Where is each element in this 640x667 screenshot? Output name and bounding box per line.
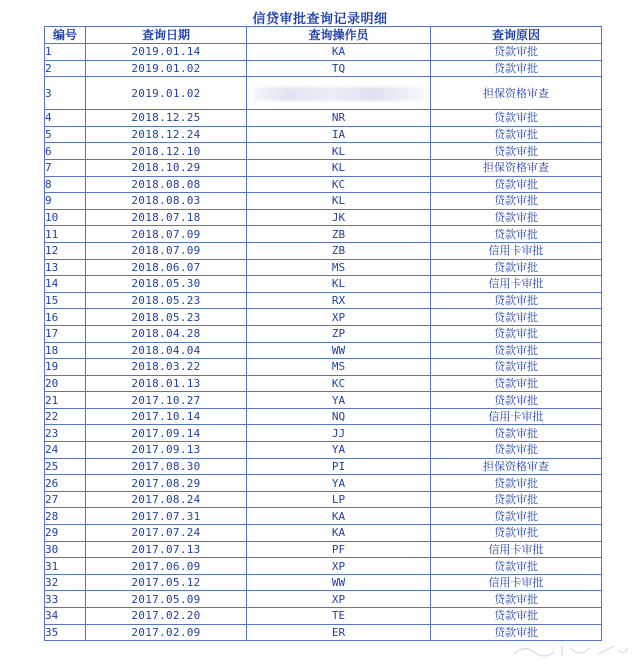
table-row (45, 425, 602, 442)
row-reason: 贷款审批 (431, 392, 602, 409)
row-operator: KA (247, 525, 431, 542)
row-number: 8 (45, 176, 86, 193)
row-number: 14 (45, 276, 86, 293)
row-date: 2017.10.27 (86, 392, 247, 409)
row-reason: 担保资格审查 (431, 458, 602, 475)
row-reason: 信用卡审批 (431, 408, 602, 425)
row-date: 2017.05.12 (86, 574, 247, 591)
row-number: 22 (45, 408, 86, 425)
row-reason: 贷款审批 (431, 425, 602, 442)
row-number: 18 (45, 342, 86, 359)
row-date: 2017.10.14 (86, 408, 247, 425)
table-row (45, 475, 602, 492)
table-row (45, 60, 602, 77)
row-number: 10 (45, 209, 86, 226)
page-title: 信贷审批查询记录明细 (252, 12, 388, 27)
row-operator: XP (247, 558, 431, 575)
row-date: 2017.08.30 (86, 458, 247, 475)
row-operator: KC (247, 176, 431, 193)
row-operator: ZB (247, 226, 431, 243)
row-number: 24 (45, 442, 86, 459)
row-operator: LP (247, 491, 431, 508)
row-date: 2017.09.14 (86, 425, 247, 442)
row-operator: TE (247, 608, 431, 625)
table-row (45, 458, 602, 475)
row-date: 2017.07.24 (86, 525, 247, 542)
row-date: 2019.01.02 (86, 60, 247, 77)
row-reason: 贷款审批 (431, 292, 602, 309)
row-number: 9 (45, 193, 86, 210)
row-number: 2 (45, 60, 86, 77)
row-number: 4 (45, 110, 86, 127)
row-reason: 信用卡审批 (431, 276, 602, 293)
header-number: 编号 (45, 27, 86, 44)
row-operator: ZB (247, 242, 431, 259)
row-reason: 担保资格审查 (431, 77, 602, 110)
row-reason: 贷款审批 (431, 442, 602, 459)
row-number: 33 (45, 591, 86, 608)
row-date: 2017.07.13 (86, 541, 247, 558)
row-number: 31 (45, 558, 86, 575)
row-number: 17 (45, 325, 86, 342)
row-date: 2018.12.24 (86, 126, 247, 143)
row-reason: 贷款审批 (431, 608, 602, 625)
row-date: 2018.12.10 (86, 143, 247, 160)
row-reason: 贷款审批 (431, 226, 602, 243)
row-date: 2017.06.09 (86, 558, 247, 575)
row-reason: 贷款审批 (431, 491, 602, 508)
table-row (45, 508, 602, 525)
row-date: 2018.01.13 (86, 375, 247, 392)
table-row (45, 541, 602, 558)
row-date: 2018.08.08 (86, 176, 247, 193)
table-row (45, 259, 602, 276)
row-operator: KL (247, 143, 431, 160)
row-reason: 贷款审批 (431, 193, 602, 210)
row-operator: KA (247, 44, 431, 61)
row-reason: 贷款审批 (431, 359, 602, 376)
header-reason: 查询原因 (431, 27, 602, 44)
row-number: 6 (45, 143, 86, 160)
row-reason: 信用卡审批 (431, 541, 602, 558)
row-date: 2017.02.09 (86, 624, 247, 641)
row-operator: KL (247, 159, 431, 176)
row-number: 5 (45, 126, 86, 143)
row-reason: 贷款审批 (431, 259, 602, 276)
table-row (45, 126, 602, 143)
row-operator: NQ (247, 408, 431, 425)
row-number: 29 (45, 525, 86, 542)
table-row (45, 325, 602, 342)
row-reason: 贷款审批 (431, 309, 602, 326)
table-row (45, 226, 602, 243)
table-row (45, 608, 602, 625)
row-number: 7 (45, 159, 86, 176)
header-query-date: 查询日期 (86, 27, 247, 44)
row-number: 3 (45, 77, 86, 110)
row-reason: 担保资格审查 (431, 159, 602, 176)
row-number: 26 (45, 475, 86, 492)
table-row (45, 624, 602, 641)
row-operator: PI (247, 458, 431, 475)
row-reason: 贷款审批 (431, 126, 602, 143)
row-operator: XP (247, 309, 431, 326)
row-reason: 贷款审批 (431, 44, 602, 61)
row-operator: PF (247, 541, 431, 558)
row-operator: ER (247, 624, 431, 641)
row-reason: 贷款审批 (431, 508, 602, 525)
row-number: 11 (45, 226, 86, 243)
row-date: 2017.08.29 (86, 475, 247, 492)
row-operator: WW (247, 342, 431, 359)
row-reason: 贷款审批 (431, 176, 602, 193)
row-operator: IA (247, 126, 431, 143)
table-row (45, 558, 602, 575)
row-date: 2018.08.03 (86, 193, 247, 210)
row-reason: 信用卡审批 (431, 242, 602, 259)
row-number: 35 (45, 624, 86, 641)
table-row (45, 193, 602, 210)
table-row (45, 342, 602, 359)
table-row (45, 159, 602, 176)
row-operator: MS (247, 359, 431, 376)
table-row (45, 591, 602, 608)
table-row (45, 276, 602, 293)
row-number: 21 (45, 392, 86, 409)
watermark-scribble (510, 640, 630, 660)
row-date: 2019.01.02 (86, 77, 247, 110)
row-operator: KC (247, 375, 431, 392)
row-reason: 贷款审批 (431, 60, 602, 77)
row-date: 2018.06.07 (86, 259, 247, 276)
row-operator: MS (247, 259, 431, 276)
row-number: 19 (45, 359, 86, 376)
table-row (45, 491, 602, 508)
row-operator: YA (247, 442, 431, 459)
row-date: 2017.08.24 (86, 491, 247, 508)
row-reason: 贷款审批 (431, 475, 602, 492)
row-date: 2018.05.30 (86, 276, 247, 293)
row-number: 13 (45, 259, 86, 276)
row-date: 2018.07.09 (86, 242, 247, 259)
table-row (45, 242, 602, 259)
row-reason: 贷款审批 (431, 110, 602, 127)
table-row (45, 392, 602, 409)
row-date: 2019.01.14 (86, 44, 247, 61)
row-operator-redacted (247, 77, 431, 110)
row-number: 25 (45, 458, 86, 475)
row-number: 32 (45, 574, 86, 591)
table-row (45, 375, 602, 392)
table-row (45, 110, 602, 127)
row-operator: YA (247, 475, 431, 492)
row-operator: JJ (247, 425, 431, 442)
row-operator: JK (247, 209, 431, 226)
row-reason: 贷款审批 (431, 325, 602, 342)
row-reason: 贷款审批 (431, 342, 602, 359)
row-operator: WW (247, 574, 431, 591)
table-row (45, 309, 602, 326)
table-row (45, 525, 602, 542)
table-row (45, 442, 602, 459)
row-reason: 贷款审批 (431, 624, 602, 641)
row-date: 2018.04.04 (86, 342, 247, 359)
row-operator: KL (247, 276, 431, 293)
row-operator: NR (247, 110, 431, 127)
table-row (45, 143, 602, 160)
row-date: 2018.07.18 (86, 209, 247, 226)
row-reason: 贷款审批 (431, 143, 602, 160)
row-date: 2017.09.13 (86, 442, 247, 459)
table-row (45, 359, 602, 376)
row-reason: 贷款审批 (431, 375, 602, 392)
row-operator: ZP (247, 325, 431, 342)
header-operator: 查询操作员 (247, 27, 431, 44)
table-row (45, 574, 602, 591)
row-date: 2018.12.25 (86, 110, 247, 127)
row-number: 28 (45, 508, 86, 525)
row-number: 30 (45, 541, 86, 558)
table-row (45, 77, 602, 110)
row-date: 2018.04.28 (86, 325, 247, 342)
row-date: 2017.07.31 (86, 508, 247, 525)
row-date: 2018.05.23 (86, 309, 247, 326)
row-date: 2018.10.29 (86, 159, 247, 176)
row-operator: KL (247, 193, 431, 210)
table-row (45, 209, 602, 226)
row-reason: 贷款审批 (431, 591, 602, 608)
row-number: 20 (45, 375, 86, 392)
row-date: 2018.03.22 (86, 359, 247, 376)
row-reason: 贷款审批 (431, 209, 602, 226)
row-operator: XP (247, 591, 431, 608)
row-number: 23 (45, 425, 86, 442)
row-number: 1 (45, 44, 86, 61)
table-row (45, 408, 602, 425)
row-date: 2017.02.20 (86, 608, 247, 625)
row-reason: 信用卡审批 (431, 574, 602, 591)
row-operator: KA (247, 508, 431, 525)
table-row (45, 176, 602, 193)
row-number: 15 (45, 292, 86, 309)
row-date: 2018.07.09 (86, 226, 247, 243)
row-reason: 贷款审批 (431, 558, 602, 575)
row-date: 2018.05.23 (86, 292, 247, 309)
row-number: 27 (45, 491, 86, 508)
row-operator: RX (247, 292, 431, 309)
table-header-row (45, 27, 602, 44)
row-number: 16 (45, 309, 86, 326)
table-row (45, 292, 602, 309)
redacted-blur (254, 87, 424, 101)
row-number: 34 (45, 608, 86, 625)
query-records-table (44, 26, 602, 641)
row-reason: 贷款审批 (431, 525, 602, 542)
table-row (45, 44, 602, 61)
row-number: 12 (45, 242, 86, 259)
row-operator: YA (247, 392, 431, 409)
row-date: 2017.05.09 (86, 591, 247, 608)
row-operator: TQ (247, 60, 431, 77)
